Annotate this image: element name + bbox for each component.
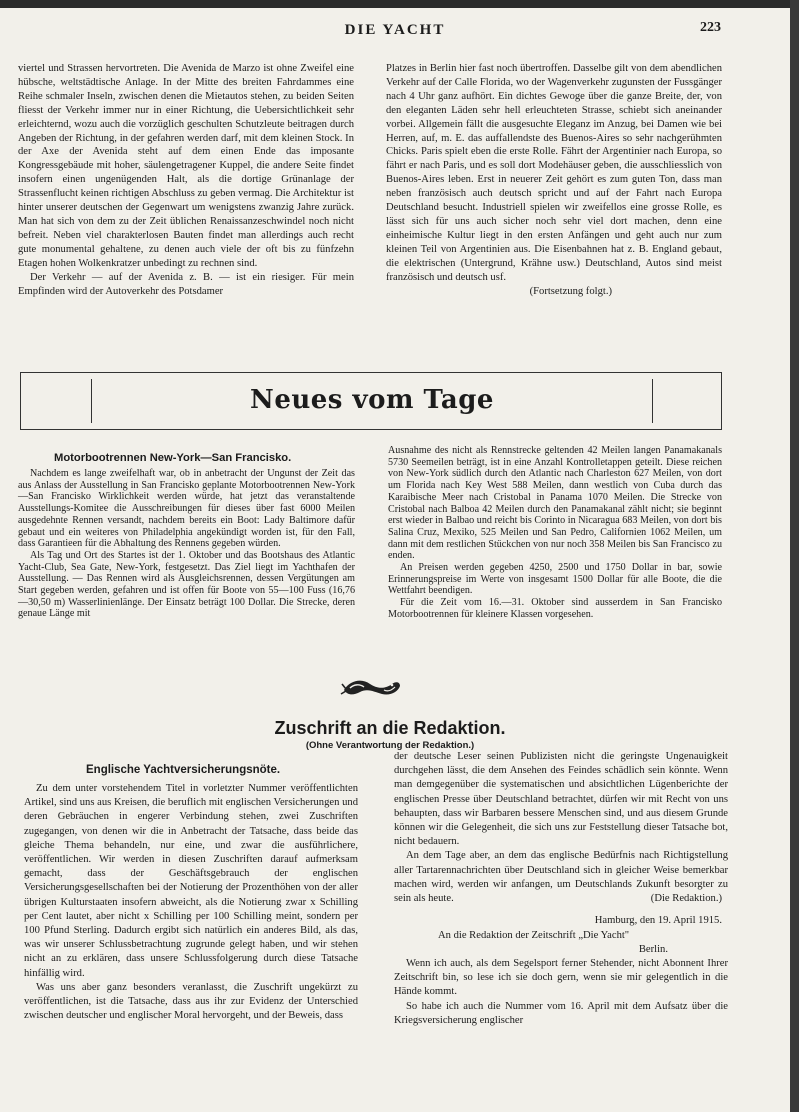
paragraph: Für die Zeit vom 16.—31. Oktober sind ausserdem in San Francisko Motorbootrennen für kleinere Klassen vorgesehen. (388, 597, 722, 620)
article-title-versicherung: Englische Yachtversicherungsnöte. (86, 764, 281, 776)
scan-top-border (0, 0, 799, 8)
paragraph: Als Tag und Ort des Startes ist der 1. Oktober und das Bootshaus des Atlantic Yacht-Club, Sea Gate, New-York, festgesetzt. Das Ziel liegt im Yachthafen der Ausstellung. — Das Rennen wird als Ausgleichsrennen, dessen Vergütungen am Start gegeben werden, gefahren und ist offen für Boote von 55—100 Fuss (16,76—30,50 m) Wasserlinienlänge. Der Einsatz beträgt 100 Dollar. Die Strecke, deren genaue Länge mit (18, 549, 355, 620)
page-number: 223 (700, 20, 721, 35)
article-motorboot-left-column (18, 468, 355, 620)
letter-date: Hamburg, den 19. April 1915. (594, 915, 722, 927)
zuschrift-subtitle: (Ohne Verantwortung der Redaktion.) (305, 740, 475, 751)
document-page (0, 8, 790, 1112)
editor-signature: (Die Redaktion.) (650, 893, 722, 905)
article-title-motorboot: Motorbootrennen New-York—San Francisko. (54, 452, 292, 464)
zuschrift-title: Zuschrift an die Redaktion. (274, 718, 506, 738)
article-motorboot-right-column (388, 445, 722, 621)
paragraph: An dem Tage aber, an dem das englische Bedürfnis nach Richtigstellung aller Tartarennachrichten über Deutschland sich in gleicher Weise bemerkbar machen wird, werden wir anfangen, um Deutschlands Zukunft besorgter zu sein als heute. (394, 850, 728, 905)
paragraph: So habe ich auch die Nummer vom 16. April mit dem Aufsatz über die Kriegsversicherung englischer (394, 1000, 728, 1026)
paragraph: Was uns aber ganz besonders veranlasst, die Zuschrift ungekürzt zu veröffentlichen, ist die Tatsache, dass aus ihr zur Evidenz der Unterschied zwischen deutscher und englischer Moral hervorgeht, und der Beweis, dass (24, 981, 358, 1022)
paragraph: der deutsche Leser seinen Publizisten nicht die geringste Ungenauigkeit durchgehen lässt, die dem Ansehen des Feindes schädlich sein könnte. Wenn man demgegenüber die systematischen und absichtlichen Lügenberichte der englischen Presse über Deutschland betrachtet, dürfen wir mit Recht von uns behaupten, dass wir Barbaren bessere Menschen sind, und aus diesem Grunde können wir die Gelegenheit, die sich uns zur Feststellung dieser Tatsache bot, nicht bedauern. (394, 751, 728, 848)
paragraph: viertel und Strassen hervortreten. Die Avenida de Marzo ist ohne Zweifel eine hübsche, weltstädtische Anlage. In der Mitte des breiten Fahrdammes eine Reihe schmaler Inseln, zwischen denen die Mietautos stehen, zu beiden Seiten fliesst der Verkehr immer nur in einer Richtung, die Uebersichtlichkeit sehr erleichternd, wozu auch die vorzüglich geschulten Schutzleute beitragen durch Angeben der Richtung, in der gefahren werden darf, mit dem kleinen Stock. In der Axe der Avenida steht auf dem einen Ende das imposante Kongressgebäude mit hoher, säulengetragener Kuppel, die andere Seite findet insofern einen ungenügenden Halt, als die dortige Grünanlage der Strassenflucht keinen richtigen Abschluss zu geben vermag. Die Architektur ist hinter unserer deutschen der Gegenwart um wenigstens zwanzig Jahre zurück. Man hat sich von dem zu der Zeit üblichen Renaissanzeschwindel noch nicht befreit. Neben viel charakterlosen Bauten findet man allerdings auch recht gute monumental gehaltene, zu denen auch viele der oft bis zu fünfzehn Etagen hohen Wolkenkratzer unbedingt zu rechnen sind. (18, 63, 354, 269)
article-top-left-column (18, 62, 354, 298)
seahorse-ornament-icon (340, 670, 404, 702)
running-title: DIE YACHT (344, 22, 446, 38)
article-top-right-column (386, 62, 722, 298)
section-header-box (20, 372, 722, 430)
paragraph: Ausnahme des nicht als Rennstrecke geltenden 42 Meilen langen Panamakanals 5730 Seemeilen beträgt, ist in eine Anzahl Kontrolletappen geteilt. Diese reichen von New-York südlich durch den Atlantic nach Charleston 627 Meilen, von dort um Florida nach Key West 588 Meilen, dann westlich von Cuba durch das Karaibische Meer nach Cristobal in Panama 1070 Meilen. Die Strecke von Cristobal nach Balboa 42 Meilen durch den Panamakanal zählt nicht; sie beginnt erst wieder in Balbao und reicht bis Corinto in Nicaragua 683 Meilen, von dort bis Salina Cruz, Mexiko, 525 Meilen und San Pedro, Californien 1062 Meilen, um dann mit dem restlichen Stückchen von nur noch 358 Meilen bis San Francisco zu enden. (388, 445, 722, 562)
paragraph: Wenn ich auch, als dem Segelsport ferner Stehender, nicht Abonnent Ihrer Zeitschrift bin, so lese ich sie doch gern, wenn sie mir gelegentlich in die Hände kommt. (394, 958, 728, 998)
continuation-note: (Fortsetzung folgt.) (529, 285, 612, 297)
letter-address: An die Redaktion der Zeitschrift „Die Yacht" (438, 929, 630, 941)
paragraph: Zu dem unter vorstehendem Titel in vorletzter Nummer veröffentlichten Artikel, sind uns aus Kreisen, die beruflich mit englischen Versicherungen und deren Gebräuchen in engerer Verbindung stehen, zwei Zuschriften zugegangen, von denen wir die in Anbetracht der Tatsache, dass beide das gleiche Thema behandeln, nur eine, und zwar die ausführlichere, veröffentlichen. Wir werden in diesen Zuschriften darauf aufmerksam gemacht, dass der Geschäftsgebrauch der englischen Versicherungsgesellschaften bei der Notierung der Prozenthöhen von der aller übrigen Kulturstaaten insofern abweicht, als die Notierung zwar x Schilling per Cent lautet, aber nicht x Schilling per 100 Schilling meint, sondern per 100 Pfund Sterling. Dadurch ergibt sich natürlich ein anderes Bild, als das, was wir unserer Schlussbetrachtung zugrunde gelegt haben, und wir stehen nicht an zu erklären, dass unsere Schlussfolgerung durch diese Tatsache hinfällig wird. (24, 783, 358, 979)
letter-city: Berlin. (638, 943, 668, 955)
paragraph: Platzes in Berlin hier fast noch übertroffen. Dasselbe gilt von dem abendlichen Verkehr auf der Calle Florida, wo der Wagenverkehr zugunsten der Fussgänger nach 4 Uhr ganz aufhört. Ein dichtes Gewoge über die ganze Breite, der, von den eleganten Läden sehr hell erleuchteten Strasse, schiebt sich aneinander vorbei. Allgemein fällt die ausgesuchte Eleganz im Anzug, bei Damen wie bei Herren, auf, m. E. das auffallendste des Buenos-Aires so sehr nachgerühmten Chicks. Paris spielt eben die erste Rolle. Fährt der Argentinier nach Europa, so fährt er nach Paris, und es soll dort Modehäuser geben, die ausschliesslich von Buenos-Aires leben. Erst in neuerer Zeit gehört es zum guten Ton, dass man neben französisch auch deutsch spricht und auf der Fahrt nach Europa Deutschland besucht. Industriell spielen wir zweifellos eine grosse Rolle, es lässt sich für uns auch sicher noch sehr viel dort machen, denn eine einheimische Kultur liegt in den ersten Anfängen und geht auch nur zum kleinen Teil von Argentinien aus. Die Eisenbahnen hat z. B. England gebaut, die elektrischen (Untergrund, Krähne usw.) Deutschland, Autos sind meist französisch und deutsch usf. (386, 63, 722, 283)
zuschrift-left-column (24, 782, 358, 1023)
zuschrift-right-column (394, 750, 728, 1028)
paragraph: Der Verkehr — auf der Avenida z. B. — ist ein riesiger. Für mein Empfinden wird der Autoverkehr des Potsdamer (18, 271, 354, 297)
scan-right-border (790, 0, 799, 1112)
paragraph: Nachdem es lange zweifelhaft war, ob in anbetracht der Ungunst der Zeit das aus Anlass der Ausstellung in San Francisko geplante Motorbootrennen New-York—San Francisko Wirklichkeit werden würde, hat jetzt das veranstaltende Ausstellungs-Komitee die Ausschreibungen für dieses über fast 6000 Meilen ausgedehnte Rennen versandt, nachdem bereits ein Boot: Lady Baltimore dafür gebaut und ein weiteres von Philadelphia angekündigt worden ist, für den Fall, dass Garantieen für die Abhaltung des Rennens gegeben würden. (18, 468, 355, 550)
section-title: Neues vom Tage (250, 385, 494, 415)
section-header-inner (91, 379, 653, 423)
paragraph: An Preisen werden gegeben 4250, 2500 und 1750 Dollar in bar, sowie Erinnerungspreise im Werte von insgesamt 1500 Dollar für alle Boote, die die Wettfahrt beendigen. (388, 562, 722, 597)
